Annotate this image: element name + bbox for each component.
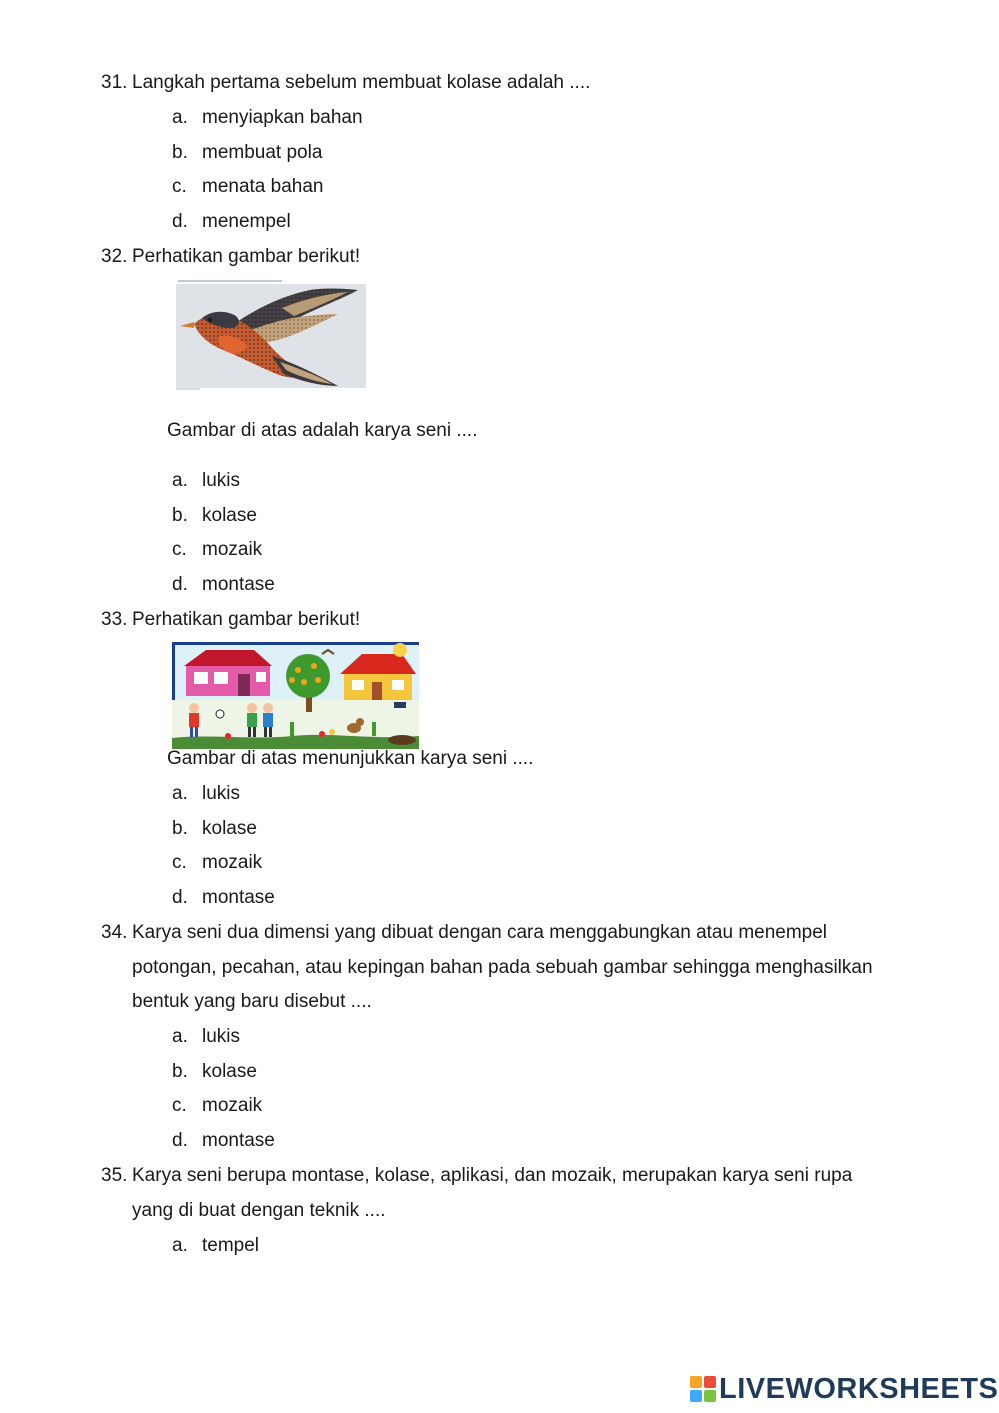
option-text: mozaik: [202, 1095, 263, 1116]
option-letter: d.: [172, 211, 188, 232]
option-letter: a.: [172, 783, 188, 804]
question-text: bentuk yang baru disebut ....: [132, 991, 372, 1012]
mosaic-bird-image: [172, 278, 368, 392]
option-letter: c.: [172, 176, 187, 197]
question-text: Karya seni berupa montase, kolase, aplikasi, dan mozaik, merupakan karya seni rupa: [132, 1165, 853, 1186]
question-text: Perhatikan gambar berikut!: [132, 246, 361, 267]
question-text: Karya seni dua dimensi yang dibuat dengan cara menggabungkan atau menempel: [132, 922, 828, 943]
option-letter: a.: [172, 107, 188, 128]
question-text: yang di buat dengan teknik ....: [132, 1200, 386, 1221]
liveworksheets-logo: [690, 1372, 998, 1406]
option-text: kolase: [202, 818, 257, 839]
option-text: mozaik: [202, 539, 263, 560]
option-text: montase: [202, 1130, 275, 1151]
option-letter: a.: [172, 1026, 188, 1047]
mosaic-bird-illustration: [172, 278, 368, 392]
option-text: tempel: [202, 1235, 260, 1256]
option-text: menyiapkan bahan: [202, 107, 363, 128]
option-letter: b.: [172, 1061, 188, 1082]
question-33-caption: Gambar di atas menunjukkan karya seni ....: [167, 748, 534, 769]
option-letter: b.: [172, 142, 188, 163]
option-text: lukis: [202, 783, 241, 804]
option-letter: d.: [172, 1130, 188, 1151]
question-number: 35.: [101, 1165, 128, 1186]
logo-mark-cell: [704, 1376, 716, 1388]
option-text: montase: [202, 574, 275, 595]
option-text: menata bahan: [202, 176, 324, 197]
montage-village-image: [172, 642, 419, 749]
montage-village-illustration: [172, 642, 419, 749]
option-text: kolase: [202, 505, 257, 526]
option-letter: c.: [172, 539, 187, 560]
question-32-caption: Gambar di atas adalah karya seni ....: [167, 420, 478, 441]
option-letter: a.: [172, 470, 188, 491]
option-text: montase: [202, 887, 275, 908]
logo-mark-icon: [690, 1376, 716, 1402]
option-letter: c.: [172, 1095, 187, 1116]
logo-mark-cell: [704, 1390, 716, 1402]
logo-text: LIVEWORKSHEETS: [719, 1372, 999, 1405]
question-number: 31.: [101, 72, 128, 93]
option-text: kolase: [202, 1061, 257, 1082]
option-text: lukis: [202, 470, 241, 491]
question-number: 32.: [101, 246, 128, 267]
option-text: menempel: [202, 211, 291, 232]
question-number: 34.: [101, 922, 128, 943]
question-text: Perhatikan gambar berikut!: [132, 609, 361, 630]
option-letter: d.: [172, 887, 188, 908]
question-text: potongan, pecahan, atau kepingan bahan pada sebuah gambar sehingga menghasilkan: [132, 957, 873, 978]
logo-mark-cell: [690, 1376, 702, 1388]
option-letter: c.: [172, 852, 187, 873]
option-letter: b.: [172, 818, 188, 839]
question-text: Langkah pertama sebelum membuat kolase adalah ....: [132, 72, 591, 93]
option-letter: a.: [172, 1235, 188, 1256]
logo-mark-cell: [690, 1390, 702, 1402]
option-letter: b.: [172, 505, 188, 526]
option-text: membuat pola: [202, 142, 323, 163]
option-text: mozaik: [202, 852, 263, 873]
option-text: lukis: [202, 1026, 241, 1047]
option-letter: d.: [172, 574, 188, 595]
question-number: 33.: [101, 609, 128, 630]
